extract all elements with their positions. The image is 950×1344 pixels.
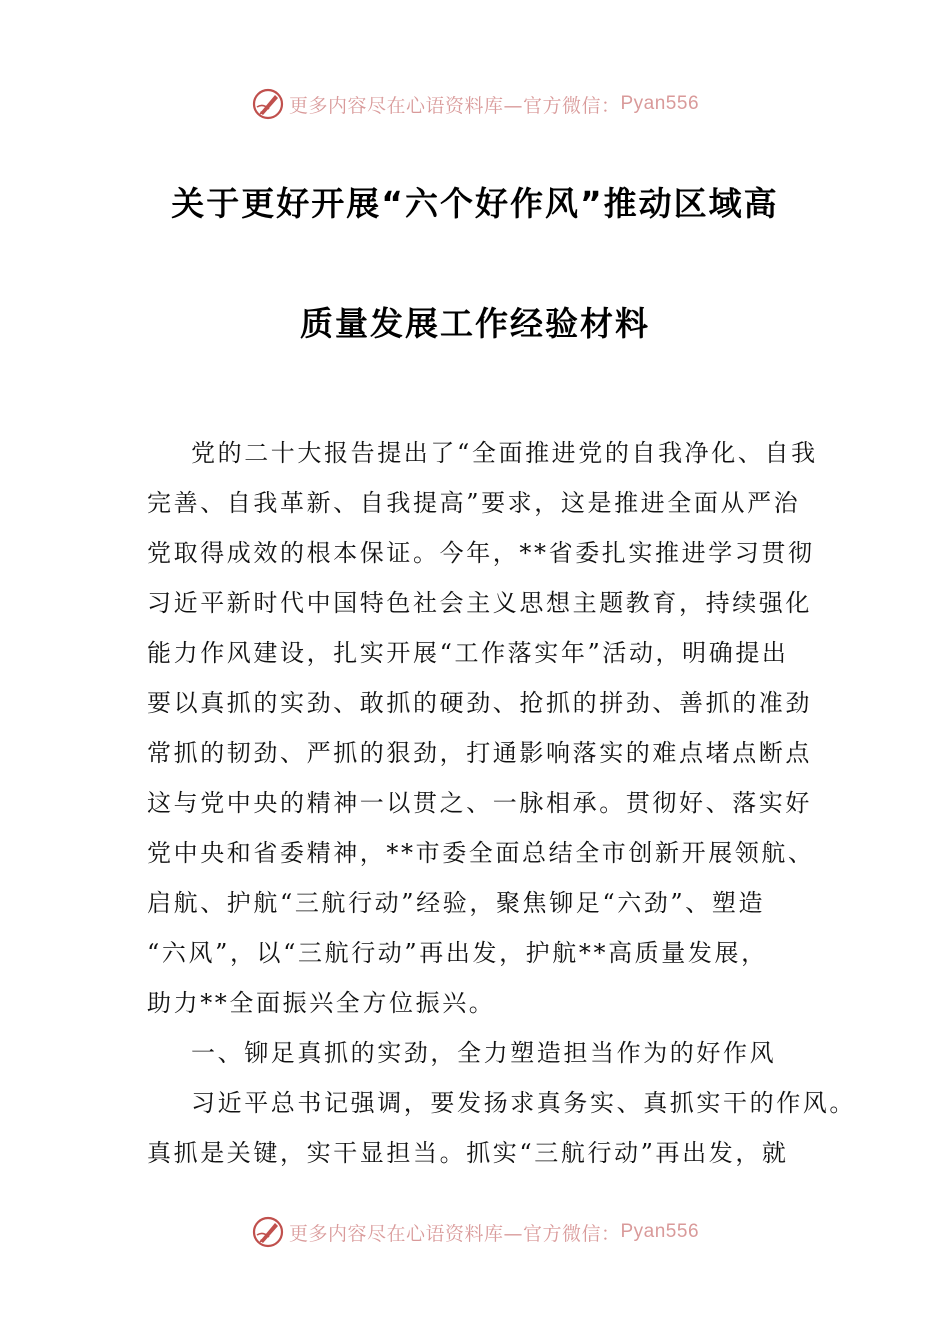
paragraph-line: 这与党中央的精神一以贯之、一脉相承。贯彻好、落实好 <box>147 789 812 817</box>
paragraph-line: 党取得成效的根本保证。今年，**省委扎实推进学习贯彻 <box>147 539 815 567</box>
paragraph-line: 党的二十大报告提出了“全面推进党的自我净化、自我 <box>191 439 818 467</box>
paragraph-line: “六风”，以“三航行动”再出发，护航**高质量发展， <box>147 939 768 967</box>
paragraph-line: 助力**全面振兴全方位振兴。 <box>147 989 496 1017</box>
paragraph-line: 完善、自我革新、自我提高”要求，这是推进全面从严治 <box>147 489 801 517</box>
paragraph-line: 党中央和省委精神，**市委全面总结全市创新开展领航、 <box>147 839 815 867</box>
pen-logo-icon <box>251 1215 285 1249</box>
watermark-text: 更多内容尽在心语资料库—官方微信： <box>288 1222 621 1245</box>
watermark-text: 更多内容尽在心语资料库—官方微信： <box>288 94 621 117</box>
paragraph-line: 能力作风建设，扎实开展“工作落实年”活动，明确提出 <box>147 639 789 667</box>
watermark-wechat-id: Pyan556 <box>620 1221 700 1242</box>
section-heading: 一、铆足真抓的实劲，全力塑造担当作为的好作风 <box>191 1039 777 1067</box>
paragraph-line: 要以真抓的实劲、敢抓的硬劲、抢抓的拼劲、善抓的准劲 <box>147 689 812 717</box>
paragraph-line: 启航、护航“三航行动”经验，聚焦铆足“六劲”、塑造 <box>147 889 766 917</box>
watermark-wechat-id: Pyan556 <box>620 93 700 114</box>
document-title-line-1: 关于更好开展“六个好作风”推动区域高 <box>171 184 779 223</box>
header-watermark <box>0 84 950 124</box>
document-body <box>147 428 856 1178</box>
pen-logo-icon <box>251 87 285 121</box>
paragraph-line: 习近平总书记强调，要发扬求真务实、真抓实干的作风。 <box>191 1089 856 1117</box>
paragraph-line: 真抓是关键，实干显担当。抓实“三航行动”再出发，就 <box>147 1139 789 1167</box>
paragraph-line: 习近平新时代中国特色社会主义思想主题教育，持续强化 <box>147 589 812 617</box>
paragraph-line: 常抓的韧劲、严抓的狠劲，打通影响落实的难点堵点断点 <box>147 739 812 767</box>
footer-watermark <box>0 1212 950 1252</box>
document-title-line-2: 质量发展工作经验材料 <box>300 304 650 343</box>
